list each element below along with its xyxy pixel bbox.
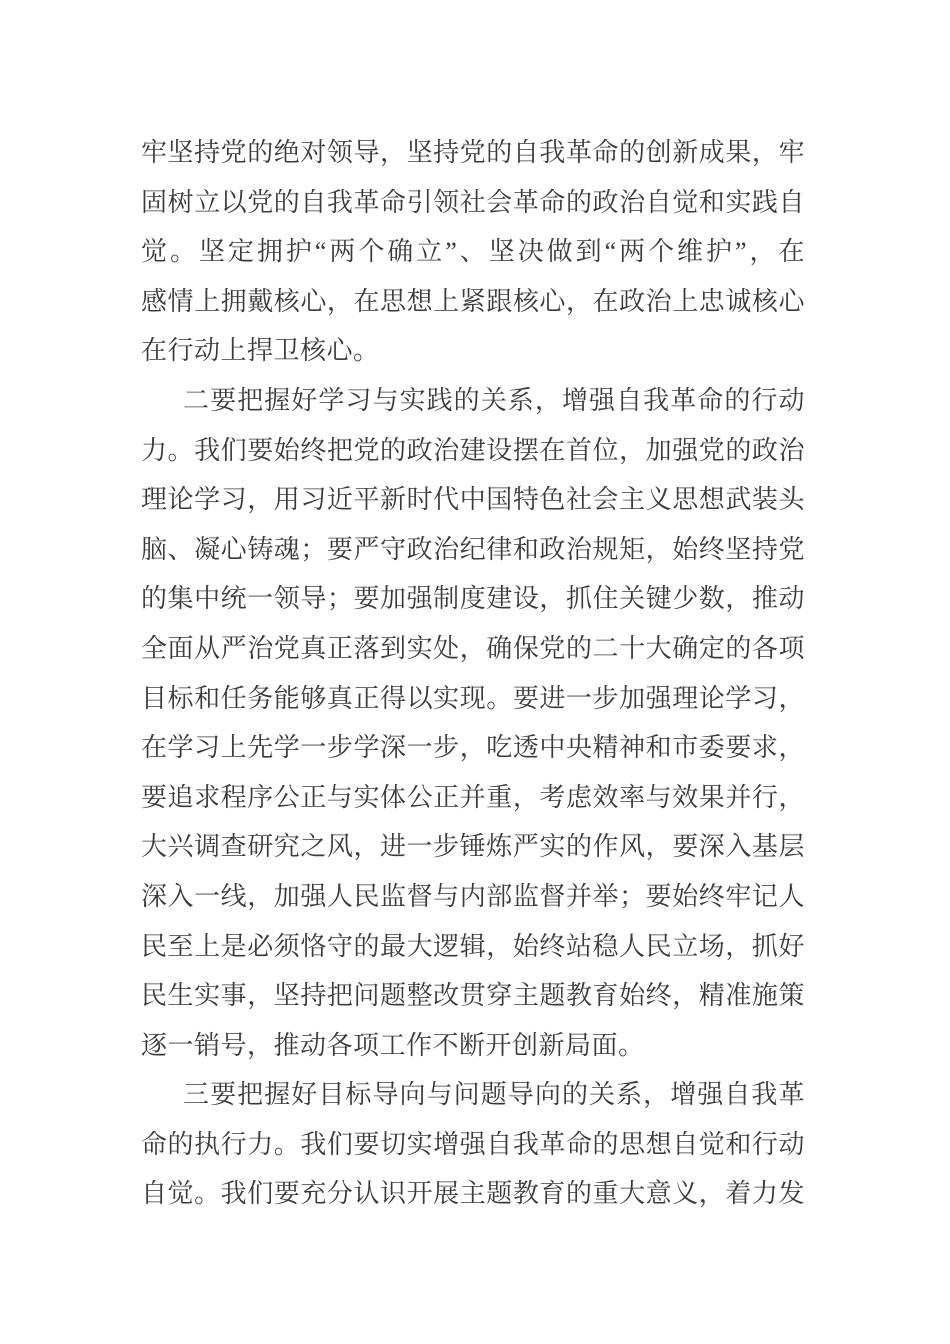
text-line: 民生实事，坚持把问题整改贯穿主题教育始终，精准施策 [141,981,805,1011]
text-line: 力。我们要始终把党的政治建设摆在首位，加强党的政治 [141,435,805,465]
text-line: 感情上拥戴核心，在思想上紧跟核心，在政治上忠诚核心 [141,286,805,316]
text-line: 目标和任务能够真正得以实现。要进一步加强理论学习， [141,683,805,713]
text-line: 大兴调查研究之风，进一步锤炼严实的作风，要深入基层 [141,832,805,862]
text-line: 觉。坚定拥护“两个确立”、坚决做到“两个维护”，在 [141,237,805,267]
text-line: 的集中统一领导；要加强制度建设，抓住关键少数，推动 [141,584,805,614]
text-line: 要追求程序公正与实体公正并重，考虑效率与效果并行， [141,782,805,812]
text-line: 理论学习，用习近平新时代中国特色社会主义思想武装头 [141,485,805,515]
text-line: 三要把握好目标导向与问题导向的关系，增强自我革 [183,1080,805,1110]
text-line: 全面从严治党真正落到实处，确保党的二十大确定的各项 [141,633,805,663]
text-line: 深入一线，加强人民监督与内部监督并举；要始终牢记人 [141,881,805,911]
text-line: 逐一销号，推动各项工作不断开创新局面。 [141,1030,645,1060]
text-line: 牢坚持党的绝对领导，坚持党的自我革命的创新成果，牢 [141,138,805,167]
text-line: 命的执行力。我们要切实增强自我革命的思想自觉和行动 [141,1129,805,1159]
text-line: 二要把握好学习与实践的关系，增强自我革命的行动 [183,385,805,415]
document-body [141,128,805,1219]
text-line: 自觉。我们要充分认识开展主题教育的重大意义，着力发 [141,1179,805,1209]
text-line: 民至上是必须恪守的最大逻辑，始终站稳人民立场，抓好 [141,931,805,961]
text-line: 脑、凝心铸魂；要严守政治纪律和政治规矩，始终坚持党 [141,534,805,564]
text-line: 固树立以党的自我革命引领社会革命的政治自觉和实践自 [141,187,805,217]
text-line: 在学习上先学一步学深一步，吃透中央精神和市委要求， [141,733,805,763]
text-line: 在行动上捍卫核心。 [141,336,380,366]
